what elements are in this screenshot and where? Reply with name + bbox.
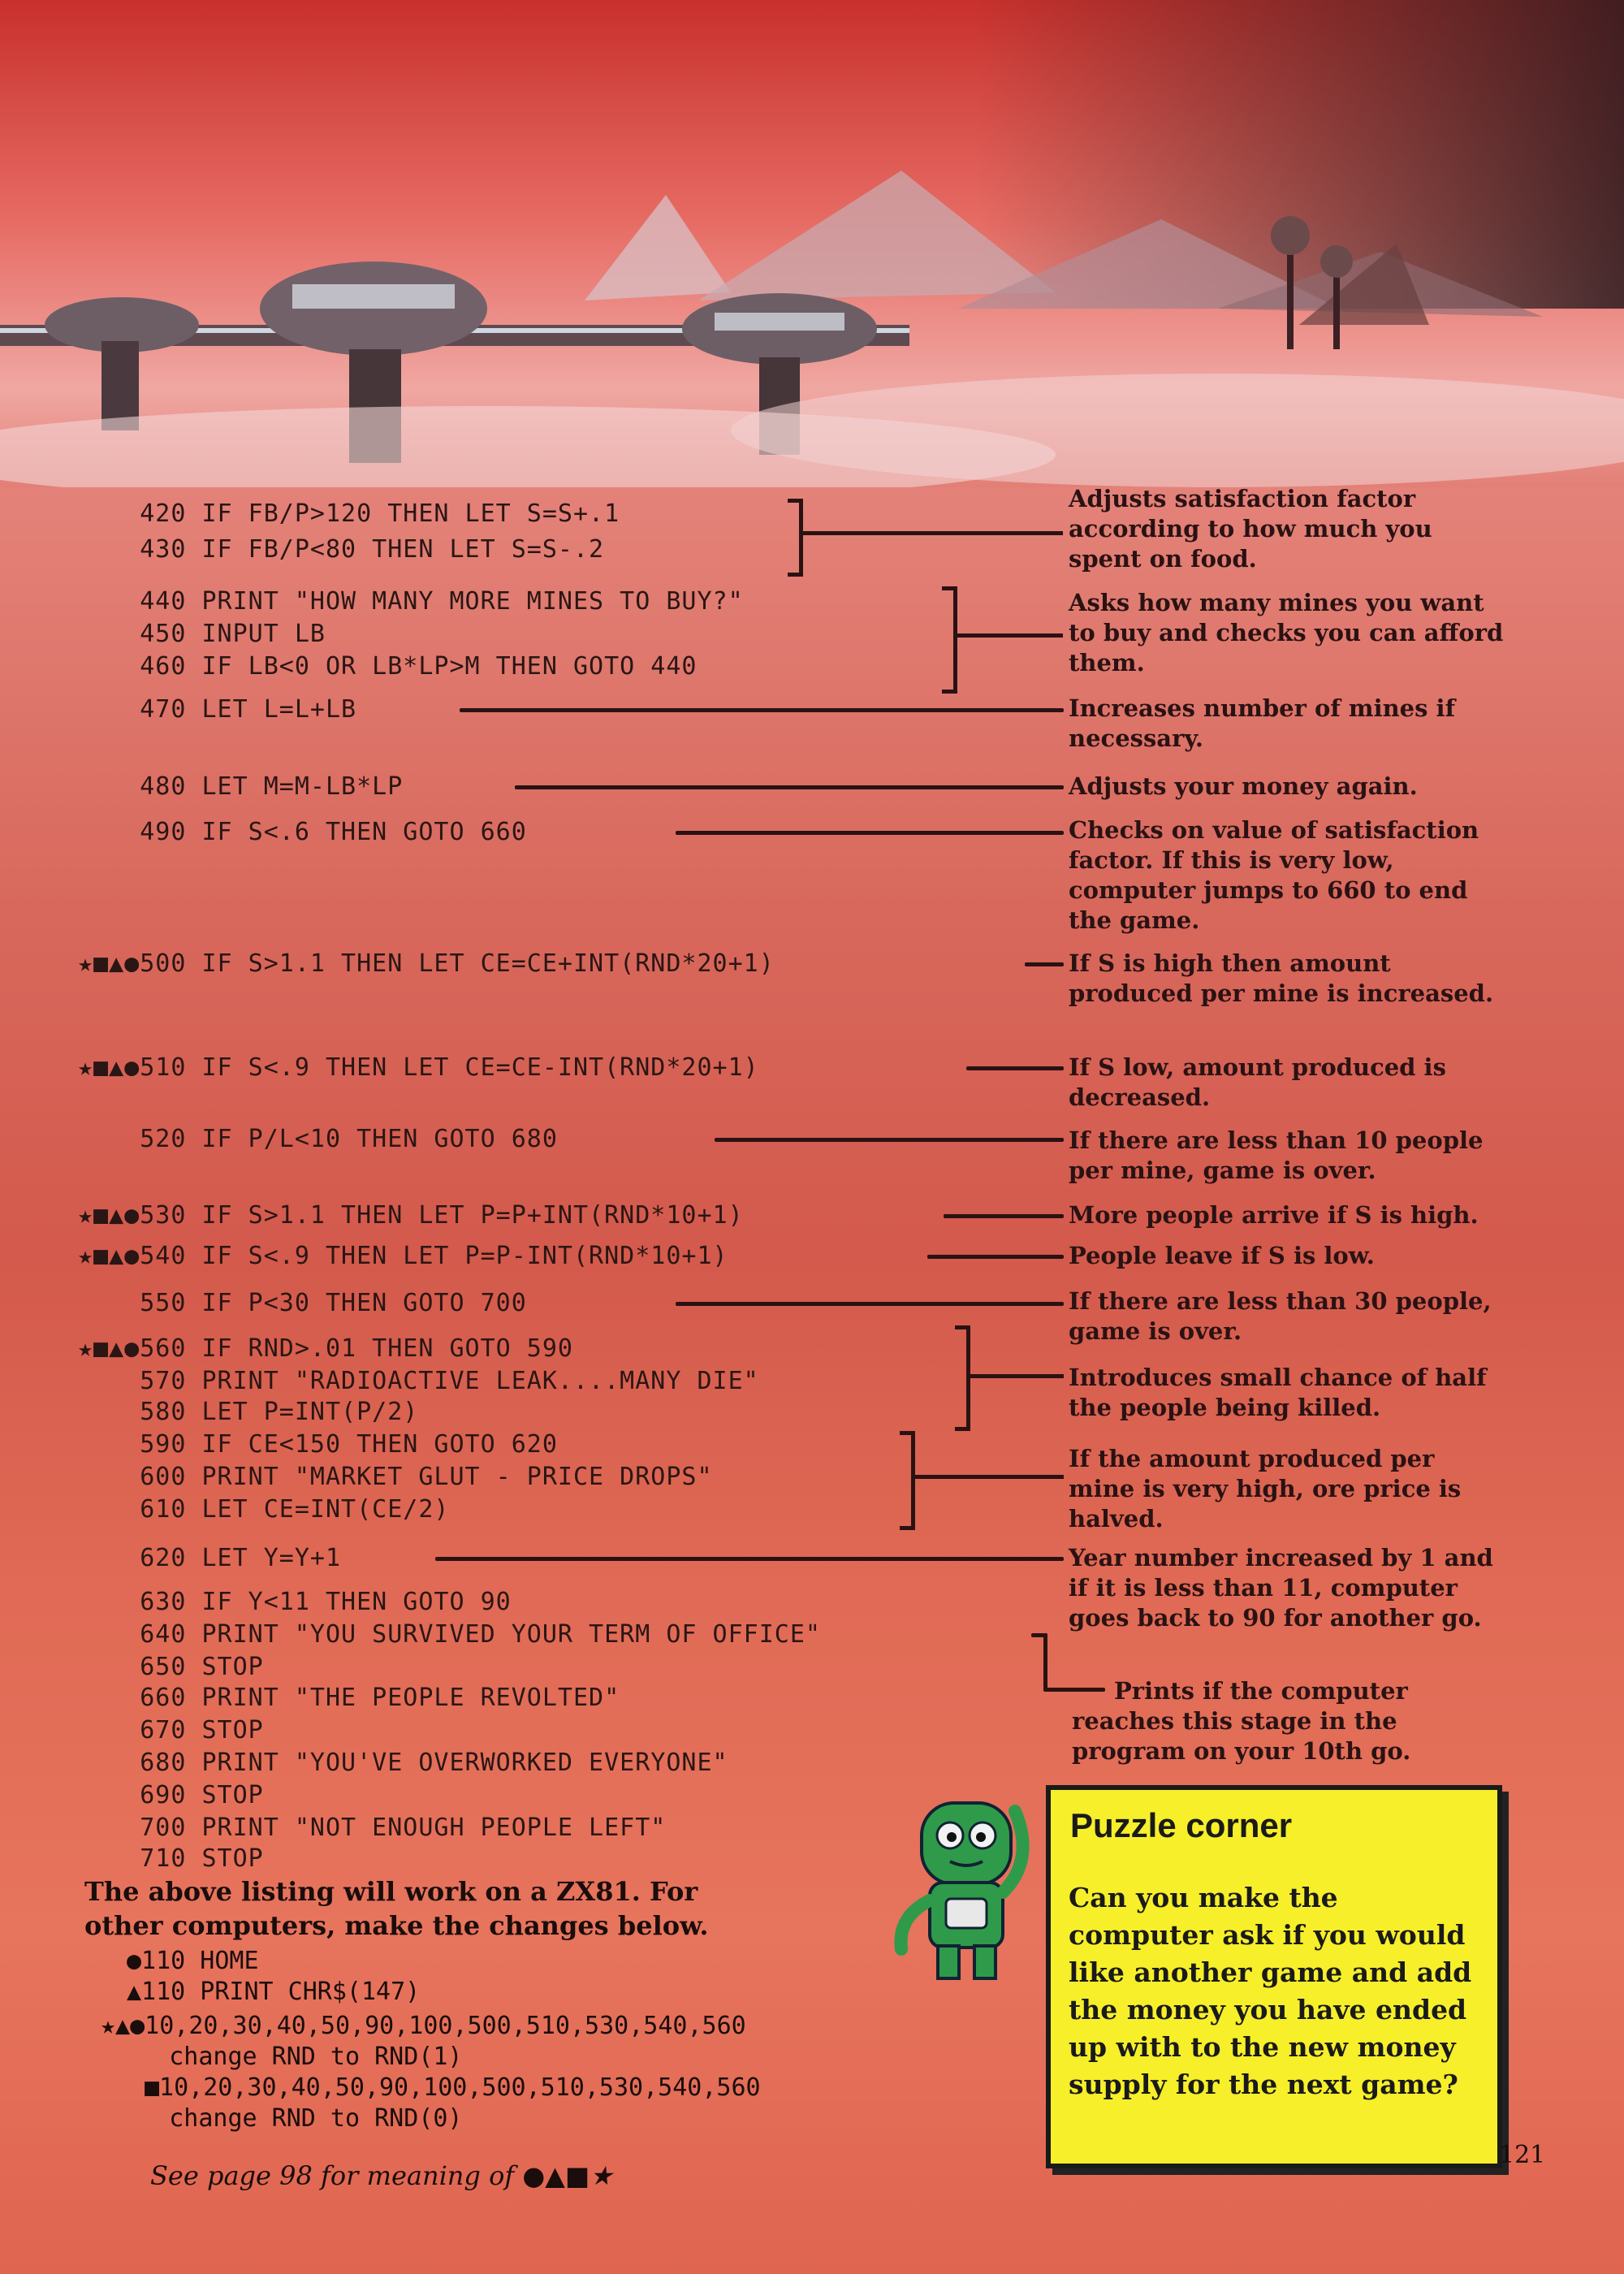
bracket-440-460: [942, 586, 957, 694]
listing-line: 630 IF Y<11 THEN GOTO 90: [78, 1588, 512, 1616]
listing-line: 680 PRINT "YOU'VE OVERWORKED EVERYONE": [78, 1749, 728, 1777]
listing-line: 450 INPUT LB: [78, 620, 326, 648]
leader-line: [715, 1138, 1064, 1142]
listing-line: 420 IF FB/P>120 THEN LET S=S+.1: [78, 499, 620, 528]
change-line: ▲110 PRINT CHR$(147): [127, 1978, 421, 2006]
listing-line: ★■▲●540 IF S<.9 THEN LET P=P-INT(RND*10+1): [78, 1242, 728, 1270]
annotation: Asks how many mines you want to buy and checks you can afford them.: [1069, 589, 1504, 677]
annotation: If S is high then amount produced per mine is increased.: [1069, 949, 1494, 1007]
listing-line: 600 PRINT "MARKET GLUT - PRICE DROPS": [78, 1463, 713, 1491]
page-number: 121: [1499, 2141, 1546, 2169]
annotation: More people arrive if S is high.: [1069, 1201, 1479, 1229]
compatibility-note: The above listing will work on a ZX81. For other computers, make the changes below.: [84, 1876, 709, 1941]
robot-mascot-icon: [885, 1787, 1047, 1990]
listing-line: ★■▲●500 IF S>1.1 THEN LET CE=CE+INT(RND*20+1): [78, 949, 775, 978]
listing-line: 440 PRINT "HOW MANY MORE MINES TO BUY?": [78, 587, 744, 616]
listing-line: 570 PRINT "RADIOACTIVE LEAK....MANY DIE": [78, 1367, 759, 1395]
listing-line: 460 IF LB<0 OR LB*LP>M THEN GOTO 440: [78, 652, 698, 681]
listing-line: ★■▲●510 IF S<.9 THEN LET CE=CE-INT(RND*20+1): [78, 1053, 759, 1082]
annotation: Adjusts satisfaction factor according to how much you spent on food.: [1069, 485, 1432, 573]
bracket-420-430: [788, 499, 803, 577]
listing-line: 490 IF S<.6 THEN GOTO 660: [78, 818, 527, 846]
leader-line: [1043, 1633, 1047, 1690]
leader-line: [803, 531, 1063, 535]
annotation: Checks on value of satisfaction factor. If this is very low, computer jumps to 660 to end the game.: [1069, 816, 1479, 934]
illustration-colony: [0, 0, 1624, 487]
change-line: change RND to RND(0): [110, 2104, 463, 2133]
puzzle-corner-box: [1046, 1785, 1502, 2168]
annotation: If the amount produced per mine is very high, ore price is halved.: [1069, 1445, 1462, 1533]
leader-line: [915, 1475, 1064, 1479]
listing-line: 470 LET L=L+LB: [78, 695, 357, 724]
listing-line: ★■▲●530 IF S>1.1 THEN LET P=P+INT(RND*10+1): [78, 1201, 744, 1230]
listing-line: 620 LET Y=Y+1: [78, 1544, 342, 1572]
leader-line: [957, 633, 1063, 638]
annotation: People leave if S is low.: [1069, 1242, 1375, 1269]
listing-line: 480 LET M=M-LB*LP: [78, 772, 404, 801]
listing-line: 550 IF P<30 THEN GOTO 700: [78, 1289, 527, 1317]
annotation: Introduces small chance of half the people being killed.: [1069, 1364, 1487, 1421]
bracket-590-610: [900, 1431, 915, 1530]
leader-line: [435, 1557, 1064, 1561]
listing-line: 590 IF CE<150 THEN GOTO 620: [78, 1430, 558, 1459]
leader-line: [676, 831, 1064, 835]
bracket-560-580: [955, 1325, 970, 1431]
change-line: ★▲●10,20,30,40,50,90,100,500,510,530,540,560: [101, 2012, 746, 2040]
leader-line: [966, 1066, 1064, 1070]
listing-line: 580 LET P=INT(P/2): [78, 1398, 419, 1426]
listing-line: 670 STOP: [78, 1716, 264, 1744]
leader-line: [515, 785, 1064, 789]
listing-line: ★■▲●560 IF RND>.01 THEN GOTO 590: [78, 1334, 573, 1363]
annotation: Prints if the computer reaches this stage in the program on your 10th go.: [1072, 1677, 1411, 1765]
listing-line: 430 IF FB/P<80 THEN LET S=S-.2: [78, 535, 605, 564]
leader-line: [927, 1255, 1064, 1259]
leader-line: [970, 1374, 1064, 1378]
leader-line: [1025, 962, 1064, 966]
leader-line: [944, 1214, 1064, 1218]
leader-line: [676, 1302, 1064, 1306]
listing-line: 650 STOP: [78, 1653, 264, 1681]
listing-line: 690 STOP: [78, 1781, 264, 1809]
change-line: change RND to RND(1): [110, 2043, 463, 2071]
puzzle-body: Can you make the computer ask if you would like another game and add the money you have ended up with to the new money supply for the next game?: [1069, 1882, 1472, 2100]
annotation: Increases number of mines if necessary.: [1069, 694, 1456, 752]
listing-line: 640 PRINT "YOU SURVIVED YOUR TERM OF OFFICE": [78, 1620, 821, 1649]
listing-line: 610 LET CE=INT(CE/2): [78, 1495, 450, 1524]
leader-line: [460, 708, 1064, 712]
annotation: Adjusts your money again.: [1069, 772, 1418, 800]
listing-line: 710 STOP: [78, 1844, 264, 1873]
annotation: If there are less than 10 people per mine, game is over.: [1069, 1126, 1484, 1184]
listing-line: 700 PRINT "NOT ENOUGH PEOPLE LEFT": [78, 1814, 667, 1842]
annotation: If S low, amount produced is decreased.: [1069, 1053, 1446, 1111]
see-page-note: See page 98 for meaning of ●▲■★: [150, 2160, 613, 2191]
annotation: If there are less than 30 people, game is over.: [1069, 1287, 1492, 1345]
change-line: ■10,20,30,40,50,90,100,500,510,530,540,560: [145, 2073, 761, 2102]
change-line: ●110 HOME: [127, 1947, 259, 1975]
puzzle-title: Puzzle corner: [1070, 1806, 1293, 1844]
listing-line: 660 PRINT "THE PEOPLE REVOLTED": [78, 1684, 620, 1712]
listing-line: 520 IF P/L<10 THEN GOTO 680: [78, 1125, 558, 1153]
annotation: Year number increased by 1 and if it is less than 11, computer goes back to 90 for another go.: [1069, 1544, 1493, 1632]
